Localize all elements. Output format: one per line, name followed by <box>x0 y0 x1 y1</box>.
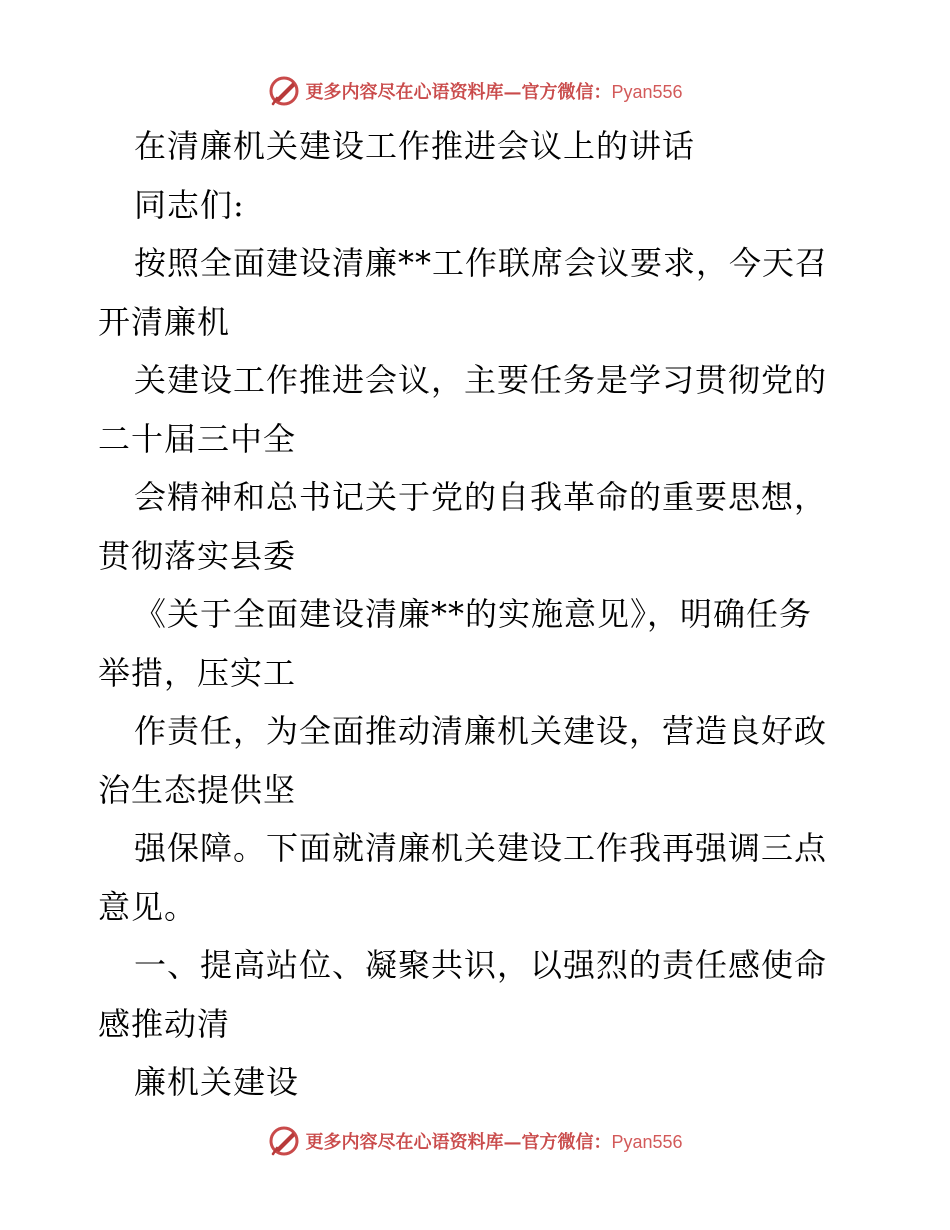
text-line: 意见。 <box>98 887 198 926</box>
text-line: 作责任，为全面推动清廉机关建设，营造良好政 <box>134 712 828 750</box>
header-banner-text: 更多内容尽在心语资料库—官方微信：Pyan556 <box>305 82 683 103</box>
salutation: 同志们: <box>134 185 245 224</box>
footer-banner <box>0 1121 950 1161</box>
section-heading-continued: 廉机关建设 <box>134 1063 300 1101</box>
header-banner <box>0 71 950 111</box>
text-line: 举措，压实工 <box>98 653 297 692</box>
text-line: 会精神和总书记关于党的自我革命的重要思想， <box>134 478 828 516</box>
section-heading: 一、提高站位、凝聚共识，以强烈的责任感使命 <box>134 946 828 984</box>
footer-wechat-id: Pyan556 <box>611 1132 683 1152</box>
text-line: 关建设工作推进会议，主要任务是学习贯彻党的 <box>134 361 828 399</box>
text-line: 按照全面建设清廉**工作联席会议要求，今天召 <box>134 244 829 282</box>
section-heading-continued: 感推动清 <box>98 1004 231 1043</box>
text-line: 治生态提供坚 <box>98 770 297 809</box>
text-line: 贯彻落实县委 <box>98 536 297 575</box>
text-line: 《关于全面建设清廉**的实施意见》，明确任务 <box>134 595 813 633</box>
text-line: 开清廉机 <box>98 302 231 341</box>
document-body <box>98 117 858 1112</box>
document-title: 在清廉机关建设工作推进会议上的讲话 <box>134 127 696 165</box>
footer-banner-text: 更多内容尽在心语资料库—官方微信：Pyan556 <box>305 1132 683 1153</box>
text-line: 强保障。下面就清廉机关建设工作我再强调三点 <box>134 829 828 867</box>
text-line: 二十届三中全 <box>98 419 297 458</box>
header-wechat-id: Pyan556 <box>611 82 683 102</box>
quill-pen-logo-icon <box>267 74 301 108</box>
quill-pen-logo-icon <box>267 1124 301 1158</box>
